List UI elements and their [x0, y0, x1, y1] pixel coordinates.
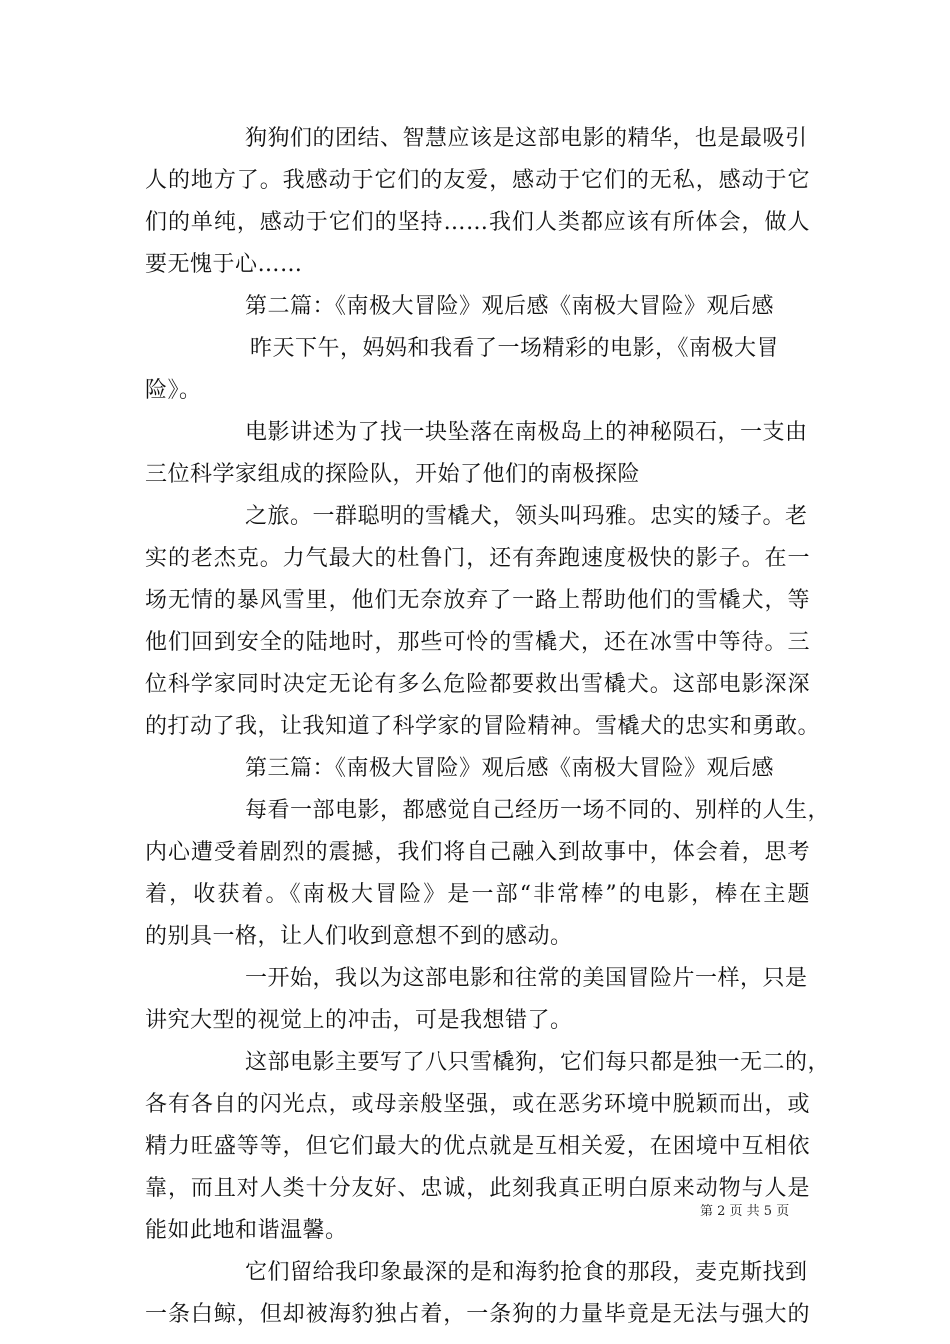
- paragraph-line: 这部电影主要写了八只雪橇狗，它们每只都是独一无二的，: [245, 1050, 831, 1075]
- paragraph-line: 昨天下午，妈妈和我看了一场精彩的电影，《南极大冒: [250, 336, 780, 361]
- paragraph-line: 每看一部电影，都感觉自己经历一场不同的、别样的人生，: [245, 798, 831, 823]
- paragraph-line: 着，收获着。《南极大冒险》是一部“非常棒”的电影，棒在主题: [145, 882, 810, 907]
- paragraph-line: 精力旺盛等等，但它们最大的优点就是互相关爱，在困境中互相依: [145, 1134, 810, 1159]
- paragraph-line: 险》。: [145, 378, 202, 403]
- section-heading: 第二篇：《南极大冒险》观后感《南极大冒险》观后感: [245, 294, 775, 319]
- body-text: [145, 118, 831, 1336]
- paragraph-line: 狗狗们的团结、智慧应该是这部电影的精华，也是最吸引: [245, 126, 808, 151]
- paragraph-line: 的打动了我，让我知道了科学家的冒险精神。雪橇犬的忠实和勇敢。: [145, 714, 821, 739]
- paragraph-line: 位科学家同时决定无论有多么危险都要救出雪橇犬。这部电影深深: [145, 672, 810, 697]
- paragraph-line: 电影讲述为了找一块坠落在南极岛上的神秘陨石，一支由: [245, 420, 808, 445]
- paragraph-line: 场无情的暴风雪里，他们无奈放弃了一路上帮助他们的雪橇犬，等: [145, 588, 810, 613]
- paragraph-line: 一条白鲸，但却被海豹独占着，一条狗的力量毕竟是无法与强大的: [145, 1302, 810, 1327]
- paragraph-line: 讲究大型的视觉上的冲击，可是我想错了。: [145, 1008, 573, 1033]
- paragraph-line: 人的地方了。我感动于它们的友爱，感动于它们的无私，感动于它: [145, 168, 810, 193]
- paragraph-line: 之旅。一群聪明的雪橇犬，领头叫玛雅。忠实的矮子。老: [245, 504, 808, 529]
- paragraph-line: 实的老杰克。力气最大的杜鲁门，还有奔跑速度极快的影子。在一: [145, 546, 810, 571]
- paragraph-line: 三位科学家组成的探险队，开始了他们的南极探险: [145, 462, 641, 487]
- paragraph-line: 要无愧于心……: [145, 252, 303, 277]
- paragraph-line: 它们留给我印象最深的是和海豹抢食的那段，麦克斯找到: [245, 1260, 808, 1285]
- paragraph-line: 他们回到安全的陆地时，那些可怜的雪橇犬，还在冰雪中等待。三: [145, 630, 810, 655]
- paragraph-line: 内心遭受着剧烈的震撼，我们将自己融入到故事中，体会着，思考: [145, 840, 810, 865]
- paragraph-line: 一开始，我以为这部电影和往常的美国冒险片一样，只是: [245, 966, 808, 991]
- paragraph-line: 各有各自的闪光点，或母亲般坚强，或在恶劣环境中脱颖而出，或: [145, 1092, 810, 1117]
- paragraph-line: 的别具一格，让人们收到意想不到的感动。: [145, 924, 573, 949]
- paragraph-line: 靠，而且对人类十分友好、忠诚，此刻我真正明白原来动物与人是: [145, 1176, 810, 1201]
- paragraph-line: 能如此地和谐温馨。: [145, 1218, 348, 1243]
- paragraph-line: 们的单纯，感动于它们的坚持……我们人类都应该有所体会，做人: [145, 210, 810, 235]
- page-number-footer: 第 2 页 共 5 页: [700, 1204, 790, 1219]
- section-heading: 第三篇：《南极大冒险》观后感《南极大冒险》观后感: [245, 756, 775, 781]
